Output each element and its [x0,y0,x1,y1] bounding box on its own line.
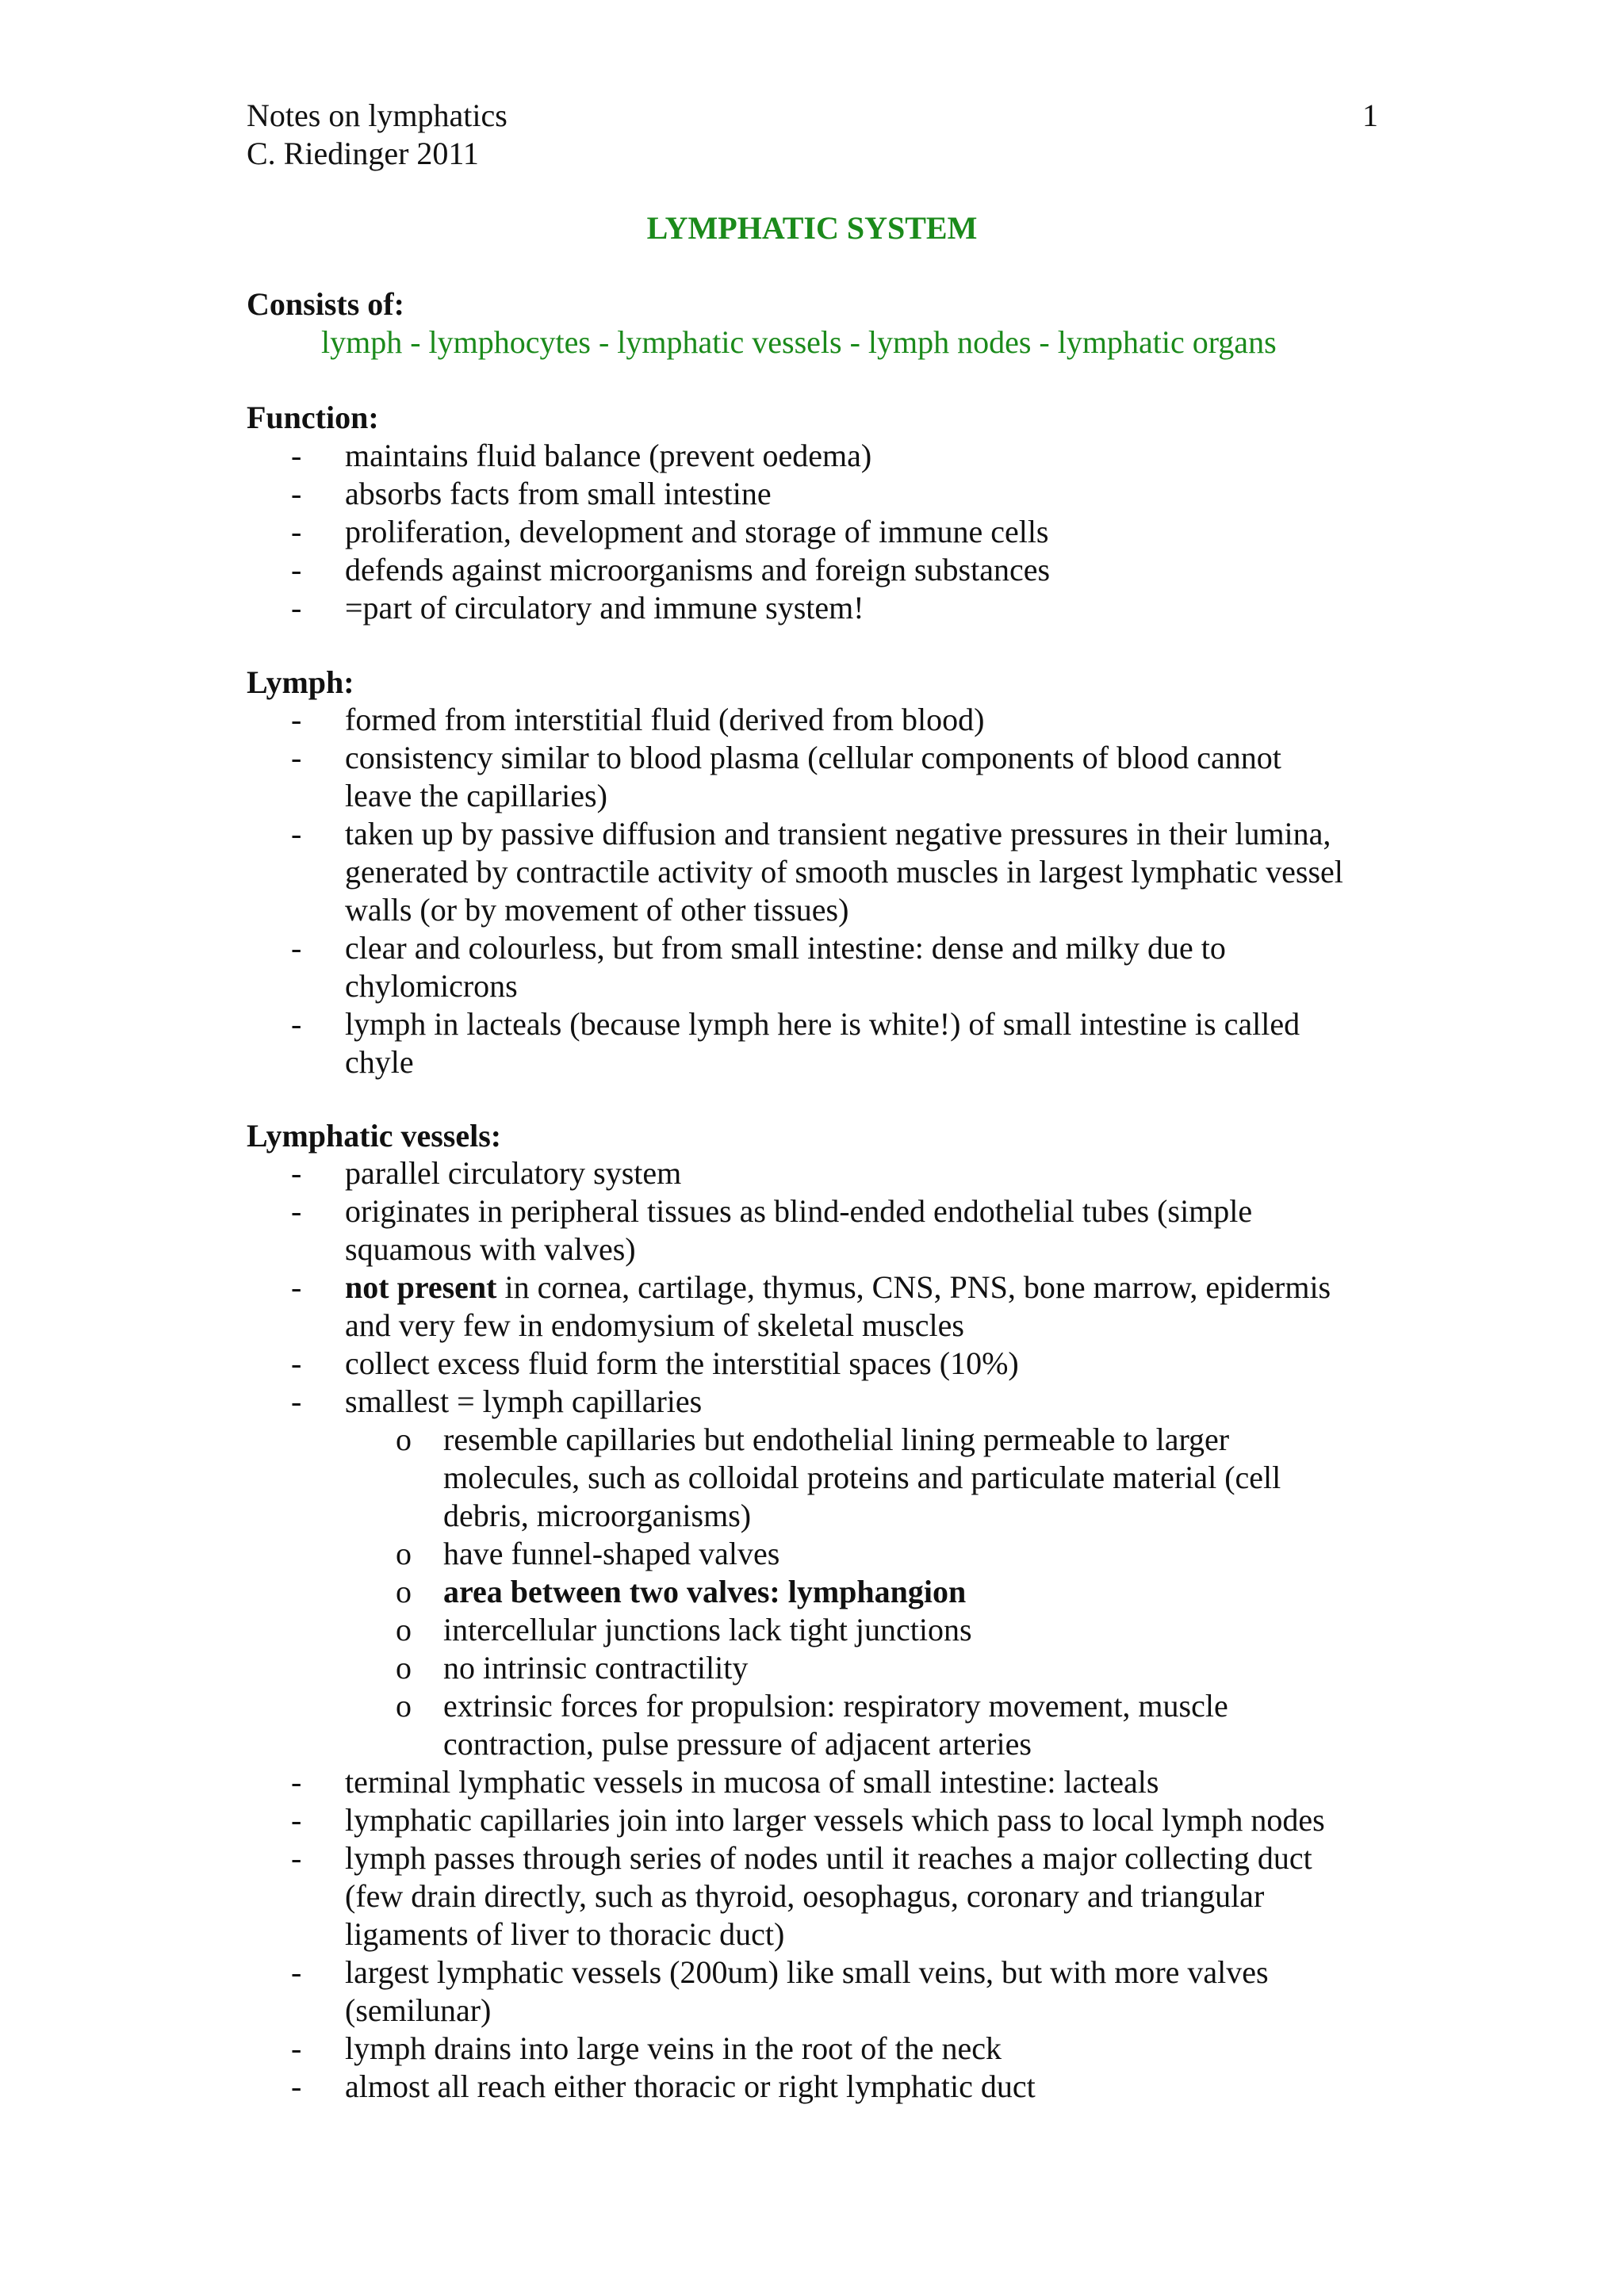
list-item: - taken up by passive diffusion and transient negative pressures in their lumina, generated by contractile activity of smooth muscles in largest lymphatic vessel walls (or by movement of other tissues) [291,816,1343,928]
dash-bullet: - [291,930,302,966]
sub-list-item: o intercellular junctions lack tight junctions [396,1612,972,1647]
dash-bullet: - [291,702,302,737]
list-item: - lymphatic capillaries join into larger vessels which pass to local lymph nodes [291,1802,1325,1838]
circle-bullet: o [396,1612,412,1647]
list-item: - parallel circulatory system [291,1155,682,1191]
sub-list-item: o resemble capillaries but endothelial lining permeable to larger molecules, such as colloidal proteins and particulate material (cell debris, microorganisms) [396,1422,1281,1533]
consists-list: lymph - lymphocytes - lymphatic vessels - lymph nodes - lymphatic organs [321,324,1277,360]
list-item: - defends against microorganisms and foreign substances [291,552,1051,587]
dash-bullet: - [291,1764,302,1800]
dash-bullet: - [291,438,302,473]
dash-bullet: - [291,1269,302,1305]
list-item: - terminal lymphatic vessels in mucosa of small intestine: lacteals [291,1764,1159,1800]
list-item: - absorbs facts from small intestine [291,476,772,511]
circle-bullet: o [396,1688,412,1724]
list-item: - originates in peripheral tissues as blind-ended endothelial tubes (simple squamous with valves) [291,1193,1253,1267]
list-item: - lymph drains into large veins in the root of the neck [291,2030,1002,2066]
list-item: - proliferation, development and storage of immune cells [291,514,1049,549]
list-item: - =part of circulatory and immune system! [291,590,864,626]
list-item: - lymph passes through series of nodes until it reaches a major collecting duct (few drain directly, such as thyroid, oesophagus, coronary and triangular ligaments of liver to thoracic duct) [291,1840,1312,1952]
list-item: - not present in cornea, cartilage, thymus, CNS, PNS, bone marrow, epidermis and very few in endomysium of skeletal muscles [291,1269,1331,1343]
doc-title: Notes on lymphatics [247,98,508,133]
page-number: 1 [1362,98,1378,133]
dash-bullet: - [291,1954,302,1990]
list-item: - consistency similar to blood plasma (cellular components of blood cannot leave the capillaries) [291,740,1281,813]
lymph-list [247,701,1343,1081]
sub-list-item: o extrinsic forces for propulsion: respiratory movement, muscle contraction, pulse pressure of adjacent arteries [396,1688,1228,1762]
circle-bullet: o [396,1650,412,1686]
page-header [247,97,508,173]
dash-bullet: - [291,816,302,851]
sub-list-item: o area between two valves: lymphangion [396,1574,967,1609]
dash-bullet: - [291,1802,302,1838]
dash-bullet: - [291,1383,302,1419]
sub-list-item: o have funnel-shaped valves [396,1536,780,1571]
dash-bullet: - [291,1345,302,1381]
list-item: - maintains fluid balance (prevent oedema) [291,438,872,473]
sub-list-item: o no intrinsic contractility [396,1650,749,1686]
capillary-sublist [345,1421,1331,1763]
vessels-heading: Lymphatic vessels: [247,1118,502,1154]
circle-bullet: o [396,1536,412,1571]
dash-bullet: - [291,1193,302,1229]
dash-bullet: - [291,1006,302,1042]
function-list [247,437,1050,627]
function-heading: Function: [247,400,379,435]
dash-bullet: - [291,740,302,775]
dash-bullet: - [291,590,302,626]
circle-bullet: o [396,1574,412,1609]
vessels-list [247,1154,1331,2106]
lymph-heading: Lymph: [247,664,354,700]
bold-phrase: not present [345,1269,497,1305]
list-item: - almost all reach either thoracic or right lymphatic duct [291,2068,1036,2104]
dash-bullet: - [291,514,302,549]
list-item: - lymph in lacteals (because lymph here is white!) of small intestine is called chyle [291,1006,1300,1080]
list-item: - clear and colourless, but from small intestine: dense and milky due to chylomicrons [291,930,1226,1004]
list-item: - collect excess fluid form the interstitial spaces (10%) [291,1345,1019,1381]
dash-bullet: - [291,2030,302,2066]
dash-bullet: - [291,476,302,511]
page-title: LYMPHATIC SYSTEM [646,210,978,246]
consists-heading: Consists of: [247,286,404,322]
dash-bullet: - [291,2068,302,2104]
circle-bullet: o [396,1422,412,1457]
dash-bullet: - [291,1840,302,1876]
dash-bullet: - [291,552,302,587]
list-item: - smallest = lymph capillaries o resemble capillaries but endothelial lining permeable to larger molecules, such as colloidal proteins and particulate material (cell debris, microorganisms) o have funnel-shaped valves o area between two valves: lymphangion o intercellular junctions lack tight junctions o no intrinsic contractility o extrinsic forces for propulsion: respiratory movement, muscle contraction, pulse pressure of adjacent arteries [247,1383,1331,1763]
author-year: C. Riedinger 2011 [247,136,479,171]
list-item: - formed from interstitial fluid (derived from blood) [291,702,985,737]
dash-bullet: - [291,1155,302,1191]
list-item: - largest lymphatic vessels (200um) like small veins, but with more valves (semilunar) [291,1954,1269,2028]
